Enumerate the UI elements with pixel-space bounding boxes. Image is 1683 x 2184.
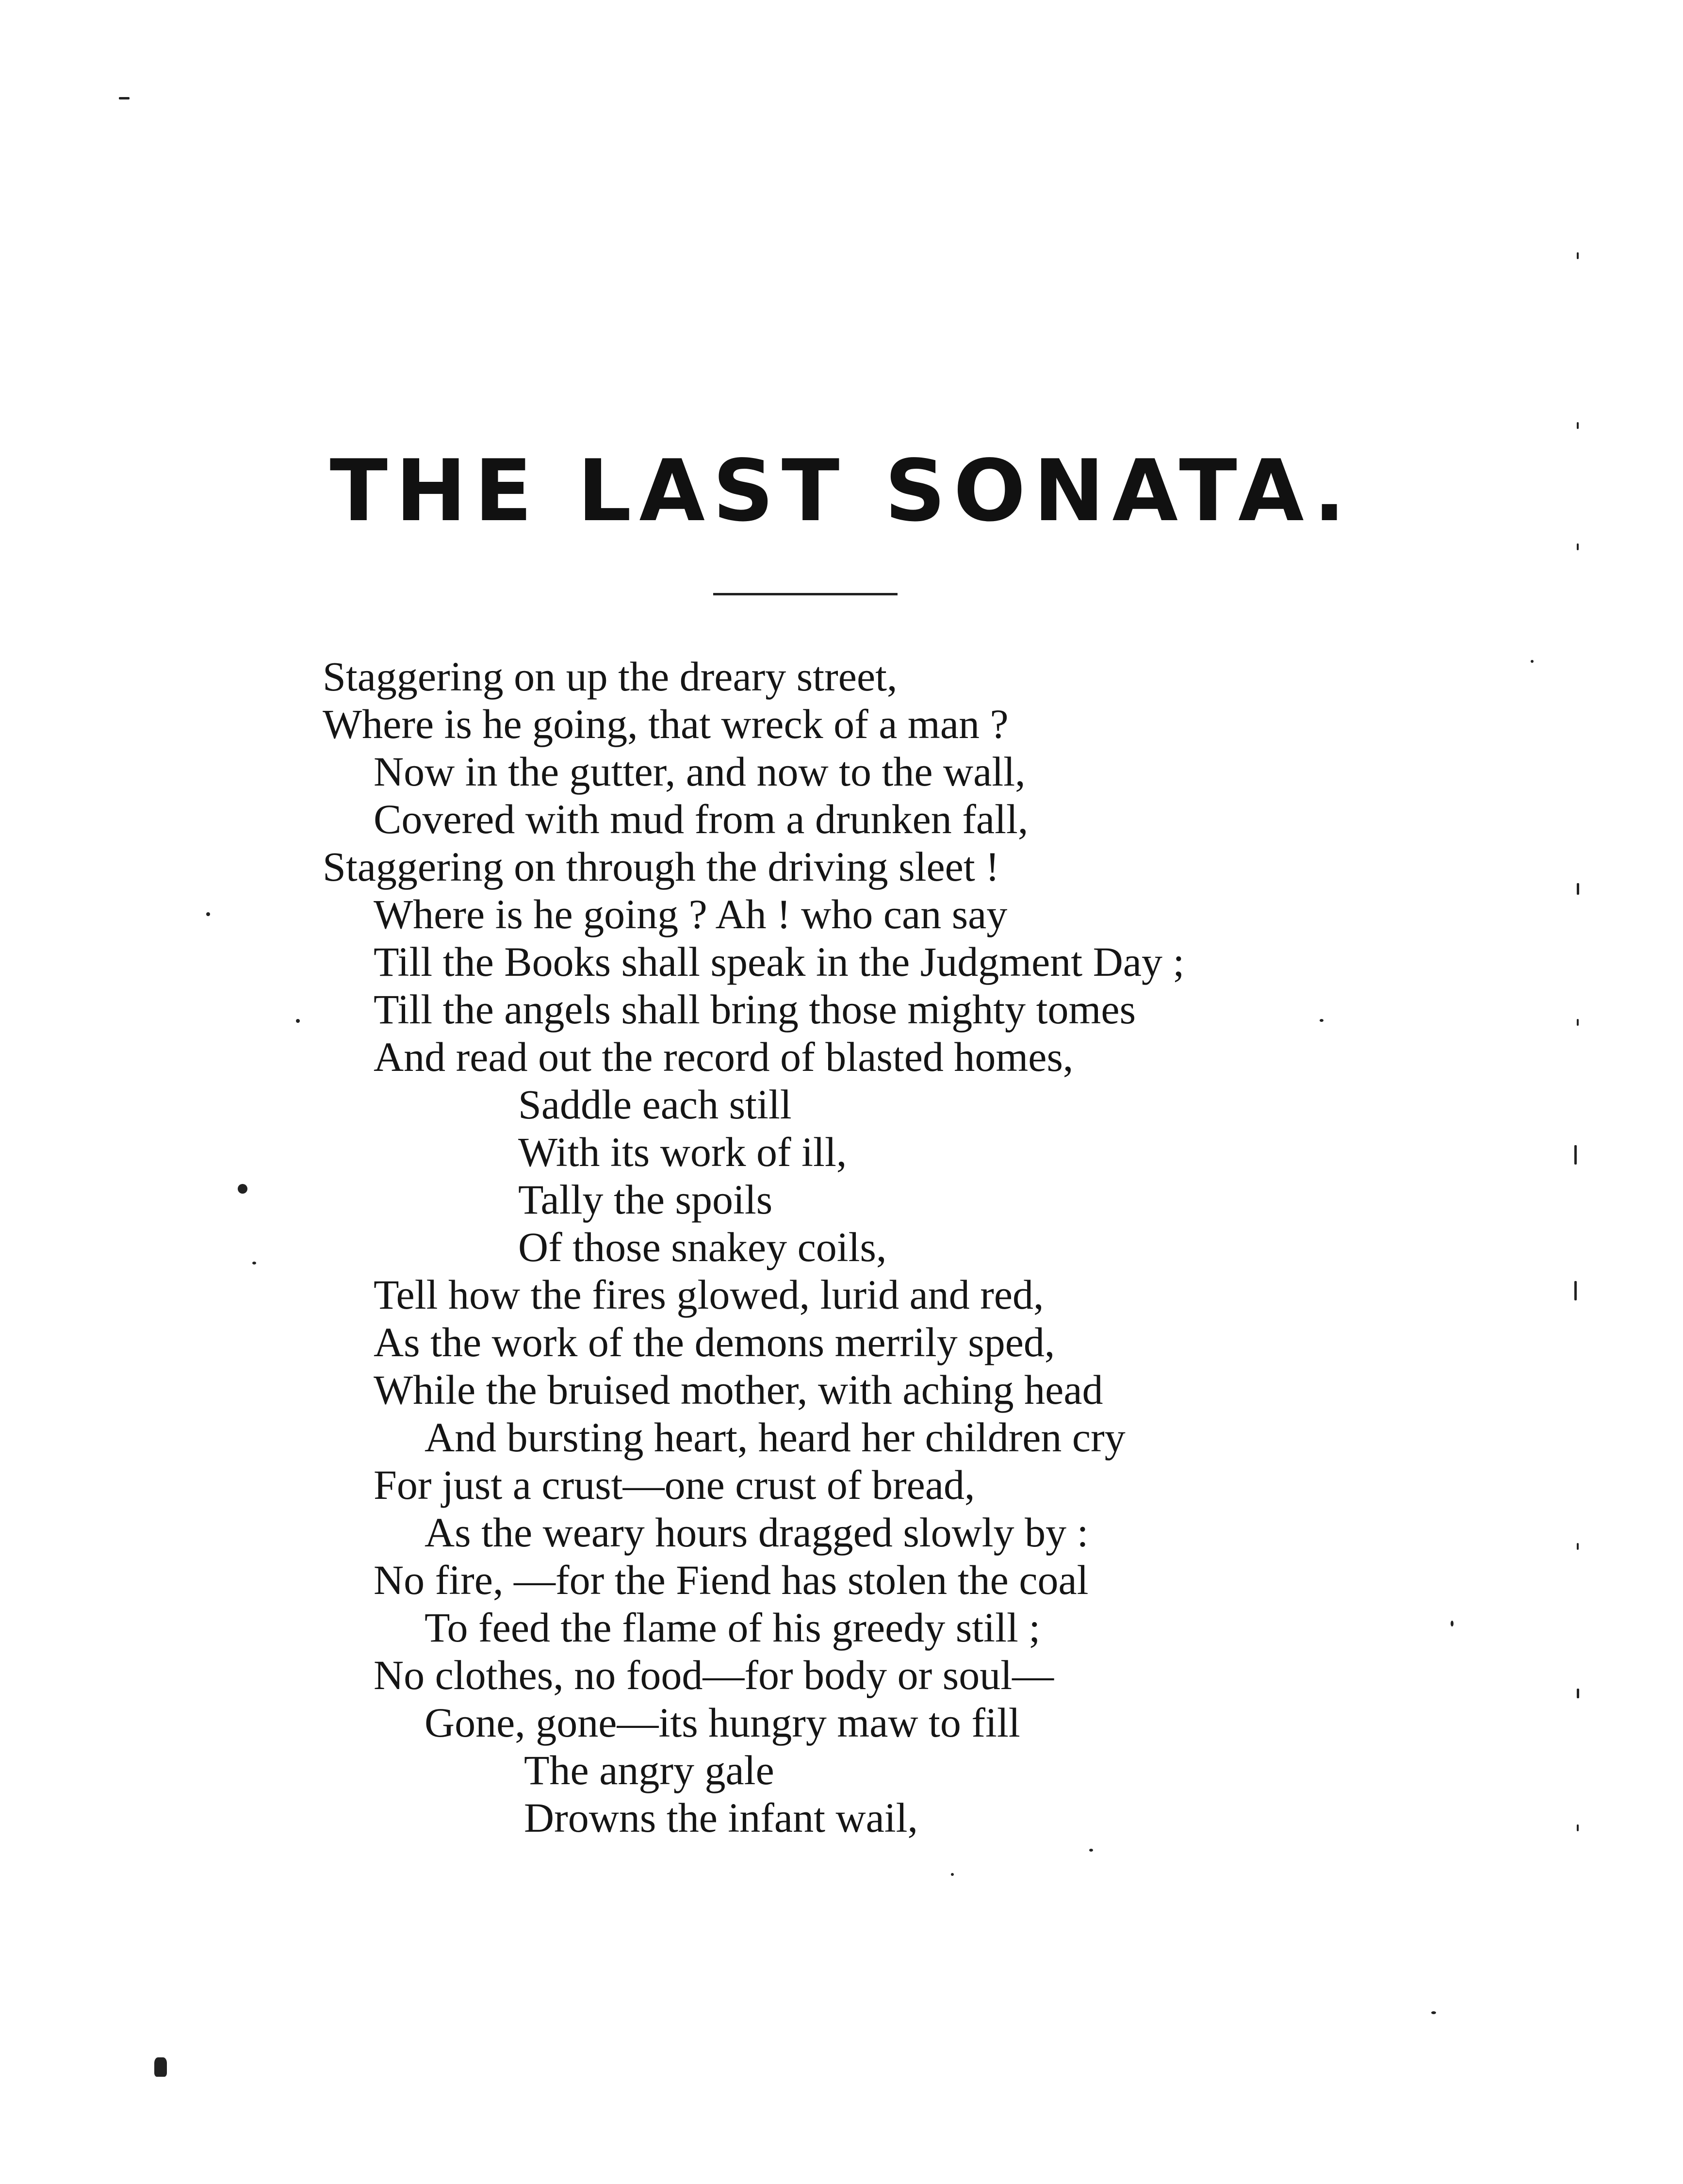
poem-line: For just a crust—one crust of bread,: [374, 1461, 975, 1508]
scan-speck: [206, 912, 210, 916]
poem-line: Covered with mud from a drunken fall,: [374, 796, 1029, 842]
poem-line: While the bruised mother, with aching head: [374, 1366, 1103, 1413]
scan-speck: [1577, 252, 1579, 259]
scan-speck: [1574, 1281, 1577, 1300]
scan-speck: [1320, 1019, 1324, 1022]
poem-line: Tell how the fires glowed, lurid and red,: [374, 1271, 1044, 1318]
title-divider: [713, 593, 898, 595]
poem-line: Till the angels shall bring those mighty tomes: [374, 986, 1136, 1033]
scan-speck: [1574, 1145, 1577, 1165]
poem-line: As the work of the demons merrily sped,: [374, 1319, 1055, 1365]
scan-speck: [1577, 1543, 1579, 1550]
poem-line: Saddle each still: [518, 1081, 792, 1128]
poem-line: Where is he going, that wreck of a man ?: [323, 701, 1009, 747]
poem-line: Staggering on through the driving sleet !: [323, 843, 999, 890]
poem-line: And bursting heart, heard her children cry: [425, 1414, 1126, 1461]
poem-line: Now in the gutter, and now to the wall,: [374, 748, 1026, 795]
poem-line: Tally the spoils: [518, 1176, 773, 1223]
scan-speck: [1577, 422, 1579, 429]
scan-speck: [238, 1184, 247, 1194]
scan-speck: [296, 1019, 300, 1023]
scan-speck: [252, 1262, 256, 1264]
poem-line: As the weary hours dragged slowly by :: [425, 1509, 1089, 1556]
poem-line: Gone, gone—its hungry maw to fill: [425, 1699, 1020, 1746]
poem-line: Of those snakey coils,: [518, 1224, 887, 1270]
poem-line: No fire, —for the Fiend has stolen the coal: [374, 1557, 1089, 1603]
scan-speck: [1577, 883, 1579, 895]
poem-line: Where is he going ? Ah ! who can say: [374, 891, 1008, 937]
poem-line: Drowns the infant wail,: [524, 1794, 918, 1841]
scan-speck: [951, 1873, 954, 1876]
poem-line: No clothes, no food—for body or soul—: [374, 1652, 1054, 1698]
scan-speck: [1577, 1019, 1579, 1026]
poem-line: Staggering on up the dreary street,: [323, 653, 898, 700]
scan-speck: [1431, 2011, 1436, 2014]
scan-speck: [1089, 1849, 1093, 1852]
scan-blot: [154, 2057, 167, 2077]
scan-speck: [1577, 1824, 1579, 1831]
scan-speck: [1451, 1621, 1454, 1626]
poem-line: The angry gale: [524, 1747, 774, 1793]
poem-line: Till the Books shall speak in the Judgment Day ;: [374, 938, 1185, 985]
poem-line: With its work of ill,: [518, 1129, 847, 1175]
poem-title: THE LAST SONATA.: [329, 442, 1354, 541]
scan-speck: [1577, 543, 1579, 550]
poem-line: To feed the flame of his greedy still ;: [425, 1604, 1041, 1651]
scan-speck: [1577, 1689, 1579, 1698]
scan-speck: [119, 97, 130, 99]
scan-speck: [1531, 660, 1534, 663]
poem-line: And read out the record of blasted homes,: [374, 1034, 1074, 1080]
